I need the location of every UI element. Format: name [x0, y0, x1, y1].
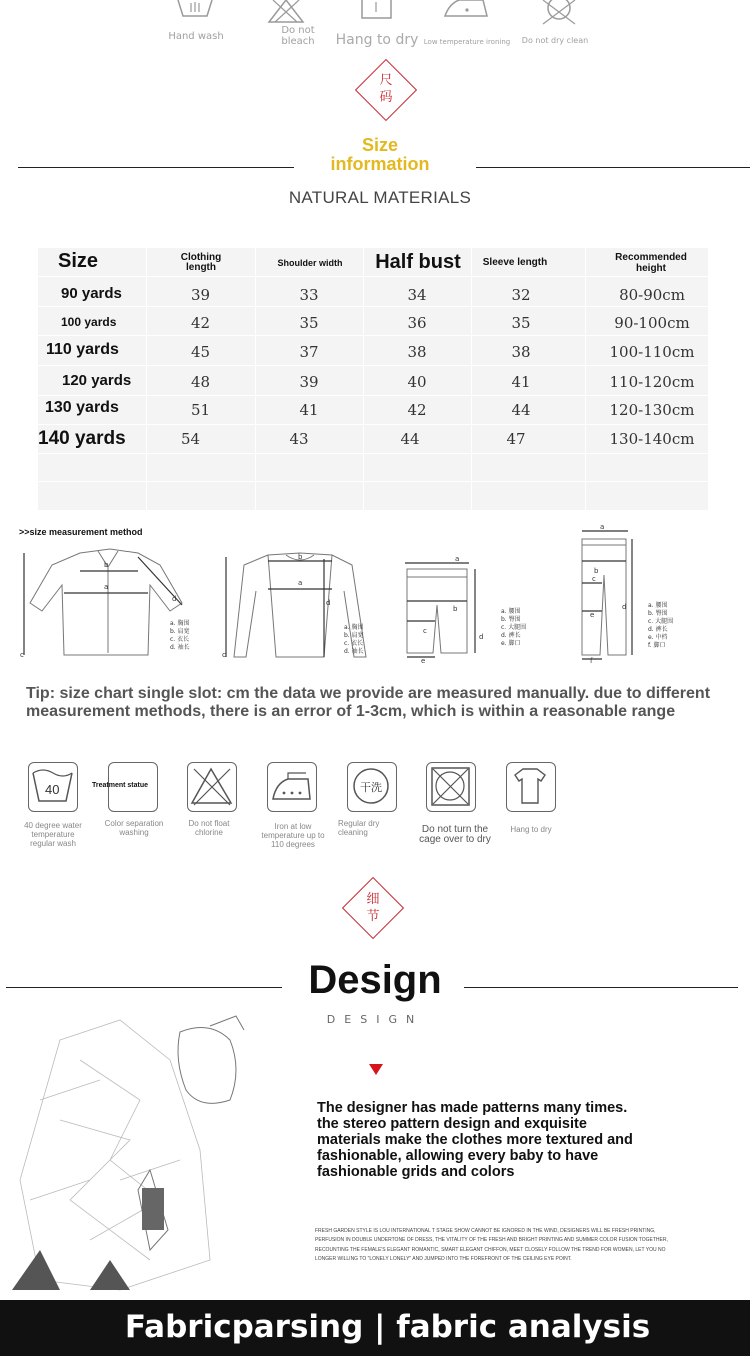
cell: 80-90cm: [619, 286, 685, 304]
svg-text:干洗: 干洗: [360, 781, 382, 794]
legend: e. 脚口: [501, 640, 521, 647]
divider-left: [18, 167, 294, 168]
size-section-subtitle: NATURAL MATERIALS: [288, 188, 472, 207]
design-title: Design: [308, 958, 442, 1002]
legend: c. 大腿围: [501, 624, 527, 631]
svg-text:a: a: [298, 579, 303, 587]
care-symbol: Treatment statue: [91, 782, 149, 789]
legend: d. 袖长: [344, 648, 364, 655]
svg-text:d: d: [326, 599, 331, 607]
cell: 90-100cm: [614, 314, 690, 332]
cell: 38: [511, 343, 531, 361]
svg-text:d: d: [479, 633, 484, 641]
legend: b. 臀围: [648, 610, 668, 617]
trousers-diagram: [570, 525, 710, 665]
care-label: Hang to dry: [335, 32, 419, 48]
do-not-bleach-icon: [267, 0, 305, 24]
care-label: Color separation washing: [104, 819, 164, 837]
measurement-title: >>size measurement method: [19, 527, 143, 537]
legend: d. 裤长: [648, 626, 668, 633]
svg-text:d: d: [622, 603, 627, 611]
legend: d. 裤长: [501, 632, 521, 639]
design-subtitle: DESIGN: [326, 1013, 424, 1026]
legend: a. 腰围: [648, 602, 668, 609]
no-tumble-dry-icon: [426, 762, 476, 812]
care-instructions-top: [0, 0, 750, 56]
divider-right: [476, 167, 750, 168]
size-tip: Tip: size chart single slot: cm the data we provide are measured manually. due to different measurement methods, there is an error of 1-3cm, which is within a reasonable range: [26, 685, 711, 720]
legend: c. 衣长: [170, 636, 190, 643]
care-label: Do not dry clean: [521, 36, 589, 45]
svg-text:b: b: [298, 553, 303, 561]
header-clothing-length: Clothing length: [180, 252, 222, 273]
header-sleeve-length: Sleeve length: [482, 257, 548, 268]
cell: 54: [180, 430, 201, 448]
header-half-bust: Half bust: [375, 251, 461, 273]
legend: b. 肩宽: [344, 632, 364, 639]
cell: 42: [190, 314, 211, 332]
cell: 35: [299, 314, 319, 332]
hang-to-dry-icon: [361, 0, 393, 20]
care-label: Hang to dry: [510, 825, 552, 834]
svg-text:c: c: [592, 575, 596, 583]
cell: 36: [407, 314, 427, 332]
cell: 42: [407, 401, 427, 419]
no-chlorine-icon: [187, 762, 237, 812]
divider-left: [6, 987, 282, 988]
svg-text:40: 40: [45, 782, 60, 797]
cell: 44: [400, 430, 420, 448]
cell: 33: [299, 286, 319, 304]
cell: 34: [407, 286, 427, 304]
svg-text:a: a: [104, 583, 109, 591]
design-description: The designer has made patterns many times. the stereo pattern design and exquisite materials make the clothes more textured and fashionable, allowing every baby to have fashionable grids and colors: [317, 1100, 633, 1180]
svg-text:e: e: [590, 611, 595, 619]
divider-right: [464, 987, 738, 988]
row-size: 130 yards: [45, 399, 119, 416]
legend: b. 肩宽: [170, 628, 190, 635]
legend: c. 衣长: [344, 640, 364, 647]
care-label: Regular dry cleaning: [338, 819, 380, 837]
svg-text:c: c: [222, 651, 226, 659]
cell: 48: [190, 373, 211, 391]
shirt-diagram: [20, 545, 210, 665]
cell: 41: [299, 401, 319, 419]
hang-dry-icon: [506, 762, 556, 812]
row-size: 120 yards: [62, 372, 132, 389]
sweater-diagram: [220, 545, 390, 665]
dry-clean-icon: [347, 762, 397, 812]
svg-text:b: b: [594, 567, 599, 575]
svg-text:c: c: [423, 627, 427, 635]
header-size: Size: [58, 250, 99, 272]
size-section-title: Size information: [330, 135, 430, 174]
care-label: Do not turn the cage over to dry: [419, 824, 491, 845]
cell: 43: [289, 430, 309, 448]
cell: 130-140cm: [609, 430, 695, 448]
care-label: Iron at low temperature up to 110 degrees: [261, 822, 325, 849]
cell: 41: [511, 373, 531, 391]
detail-badge-text: 细 节: [366, 892, 380, 924]
cell: 40: [407, 373, 427, 391]
care-label: Do not bleach: [281, 25, 315, 47]
size-table: [38, 248, 708, 510]
cell: 51: [190, 401, 211, 419]
svg-text:b: b: [453, 605, 458, 613]
svg-text:e: e: [421, 657, 426, 665]
row-size: 110 yards: [46, 341, 119, 358]
legend: f. 脚口: [648, 642, 666, 649]
legend: b. 臀围: [501, 616, 521, 623]
size-badge-text: 尺 码: [379, 73, 393, 105]
cell: 38: [407, 343, 427, 361]
shorts-diagram: [395, 545, 545, 665]
cell: 47: [506, 430, 526, 448]
design-small-text: FRESH GARDEN STYLE IS LOU INTERNATIONAL T STAGE SHOW CANNOT BE IGNORED IN THE WIND, DESIGNERS WILL BE FRESH PRINTING, PERFUSION IN DOUBLE UNDERTONE OF DRESS, THE VITALITY OF THE FRESH AND BRIGHT PRINTING AND SUMMER COLOR FUSION TOGETHER, RECOUNTING THE FEMALE'S ELEGANT ROMANTIC, SMART ELEGANT CHIFFON, MEET CLOSELY FOLLOW THE TREND FOR WOMEN, LET YOU NO LONGER WILLING TO "LONELY LONELY" AND JUMPED INTO THE FOREFRONT OF THE CEILING EYE POINT.: [315, 1228, 668, 1262]
cell: 35: [511, 314, 531, 332]
care-label: Do not float chlorine: [188, 819, 230, 837]
row-size: 90 yards: [61, 285, 122, 302]
wash-40-icon: [28, 762, 78, 812]
legend: a. 腰围: [501, 608, 521, 615]
cell: 37: [299, 343, 319, 361]
low-temp-ironing-icon: [443, 0, 489, 18]
svg-text:a: a: [455, 555, 460, 563]
care-label: Hand wash: [168, 31, 224, 42]
cell: 45: [190, 343, 211, 361]
row-size: 100 yards: [61, 315, 117, 329]
svg-text:d: d: [172, 595, 177, 603]
cell: 32: [511, 286, 531, 304]
iron-110-icon: [267, 762, 317, 812]
svg-text:b: b: [104, 561, 109, 569]
footer-title: Fabricparsing | fabric analysis: [124, 1309, 651, 1345]
cell: 100-110cm: [609, 343, 695, 361]
legend: a. 胸围: [170, 620, 190, 627]
do-not-dry-clean-icon: [539, 0, 579, 26]
triangle-marker-icon: [369, 1064, 383, 1075]
header-recommended-height: Recommended height: [615, 252, 687, 274]
svg-text:a: a: [600, 525, 605, 531]
cell: 44: [511, 401, 531, 419]
footer-banner: [0, 1300, 750, 1356]
sketch-illustration: [0, 1000, 300, 1295]
legend: a. 胸围: [344, 624, 364, 631]
svg-text:c: c: [20, 651, 24, 659]
legend: e. 中档: [648, 634, 668, 641]
cell: 120-130cm: [609, 401, 695, 419]
care-label: 40 degree water temperature regular wash: [24, 821, 82, 848]
cell: 39: [299, 373, 319, 391]
care-label: Low temperature ironing: [423, 38, 511, 46]
svg-text:f: f: [590, 657, 593, 665]
cell: 39: [190, 286, 211, 304]
row-size: 140 yards: [38, 428, 126, 449]
hand-wash-icon: [177, 0, 213, 20]
cell: 110-120cm: [609, 373, 695, 391]
header-shoulder-width: Shoulder width: [277, 258, 343, 268]
legend: d. 袖长: [170, 644, 190, 651]
legend: c. 大腿围: [648, 618, 674, 625]
